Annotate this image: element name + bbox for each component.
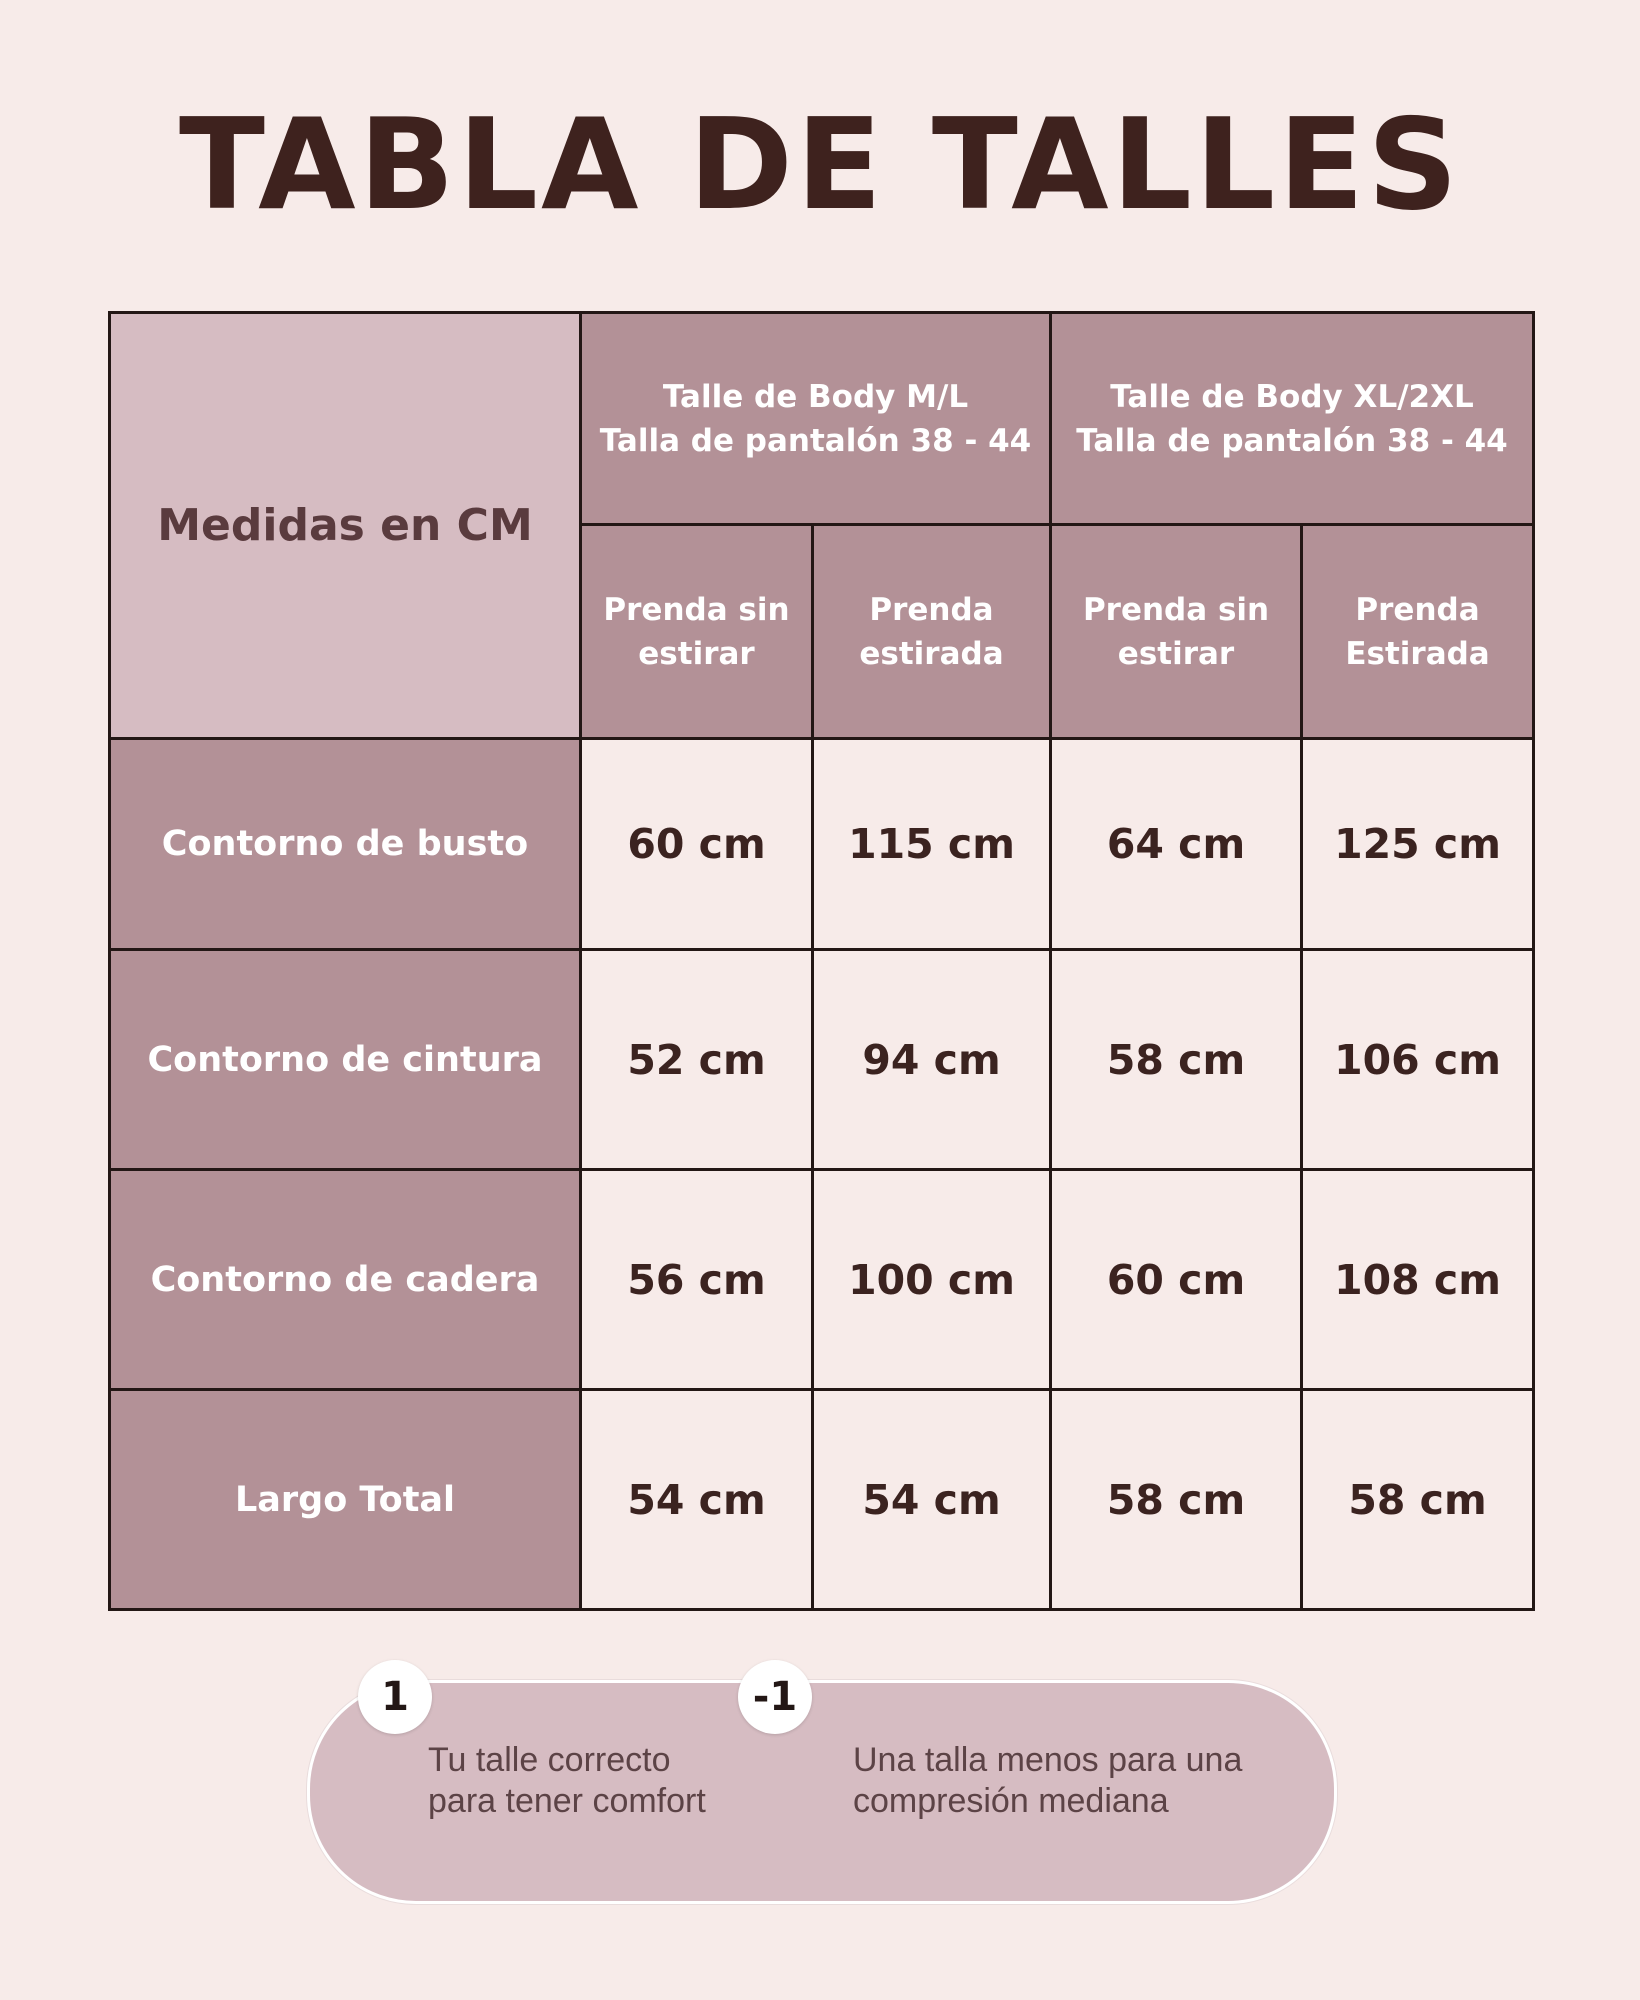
note-line2: compresión mediana <box>853 1782 1169 1820</box>
table-cell: 52 cm <box>581 950 813 1170</box>
table-cell: 100 cm <box>813 1170 1051 1390</box>
sub-header-line1: Prenda <box>869 591 994 628</box>
size-header-row <box>110 313 1534 525</box>
table-cell: 60 cm <box>1051 1170 1302 1390</box>
note-correct-size <box>428 1740 706 1822</box>
sub-header <box>1051 525 1302 739</box>
table-cell: 58 cm <box>1051 950 1302 1170</box>
sub-header <box>1302 525 1534 739</box>
table-cell: 125 cm <box>1302 739 1534 950</box>
table-cell: 106 cm <box>1302 950 1534 1170</box>
table-cell: 94 cm <box>813 950 1051 1170</box>
table-cell: 54 cm <box>813 1390 1051 1610</box>
sub-header-line2: estirar <box>638 635 755 672</box>
corner-label: Medidas en CM <box>110 313 581 739</box>
table-cell: 56 cm <box>581 1170 813 1390</box>
table-row <box>110 739 1534 950</box>
note-line1: Tu talle correcto <box>428 1741 671 1779</box>
table-cell: 115 cm <box>813 739 1051 950</box>
table-row <box>110 950 1534 1170</box>
size-badge-compression: -1 <box>738 1660 812 1734</box>
size-table <box>108 311 1535 1611</box>
size-header-ml <box>581 313 1051 525</box>
row-label: Largo Total <box>110 1390 581 1610</box>
sub-header <box>581 525 813 739</box>
table-cell: 60 cm <box>581 739 813 950</box>
sub-header-line2: Estirada <box>1345 635 1490 672</box>
table-cell: 54 cm <box>581 1390 813 1610</box>
row-label: Contorno de cadera <box>110 1170 581 1390</box>
size-header-xl-line1: Talle de Body XL/2XL <box>1110 378 1474 415</box>
size-header-xl <box>1051 313 1534 525</box>
sub-header <box>813 525 1051 739</box>
table-cell: 64 cm <box>1051 739 1302 950</box>
size-header-ml-line1: Talle de Body M/L <box>662 378 969 415</box>
table-cell: 108 cm <box>1302 1170 1534 1390</box>
size-header-ml-line2: Talla de pantalón 38 - 44 <box>599 422 1032 459</box>
sub-header-line2: estirar <box>1117 635 1235 672</box>
note-line1: Una talla menos para una <box>853 1741 1243 1779</box>
table-cell: 58 cm <box>1051 1390 1302 1610</box>
sub-header-line2: estirada <box>859 635 1004 672</box>
page-title: TABLA DE TALLES <box>179 91 1461 238</box>
sub-header-line1: Prenda sin <box>1082 591 1270 628</box>
table-cell: 58 cm <box>1302 1390 1534 1610</box>
table-row <box>110 1170 1534 1390</box>
size-badge-correct: 1 <box>358 1660 432 1734</box>
note-line2: para tener comfort <box>428 1782 706 1820</box>
row-label: Contorno de busto <box>110 739 581 950</box>
row-label: Contorno de cintura <box>110 950 581 1170</box>
sub-header-line1: Prenda <box>1355 591 1480 628</box>
table-row <box>110 1390 1534 1610</box>
note-compression <box>853 1740 1242 1822</box>
size-header-xl-line2: Talla de pantalón 38 - 44 <box>1076 422 1508 459</box>
sub-header-line1: Prenda sin <box>603 591 790 628</box>
